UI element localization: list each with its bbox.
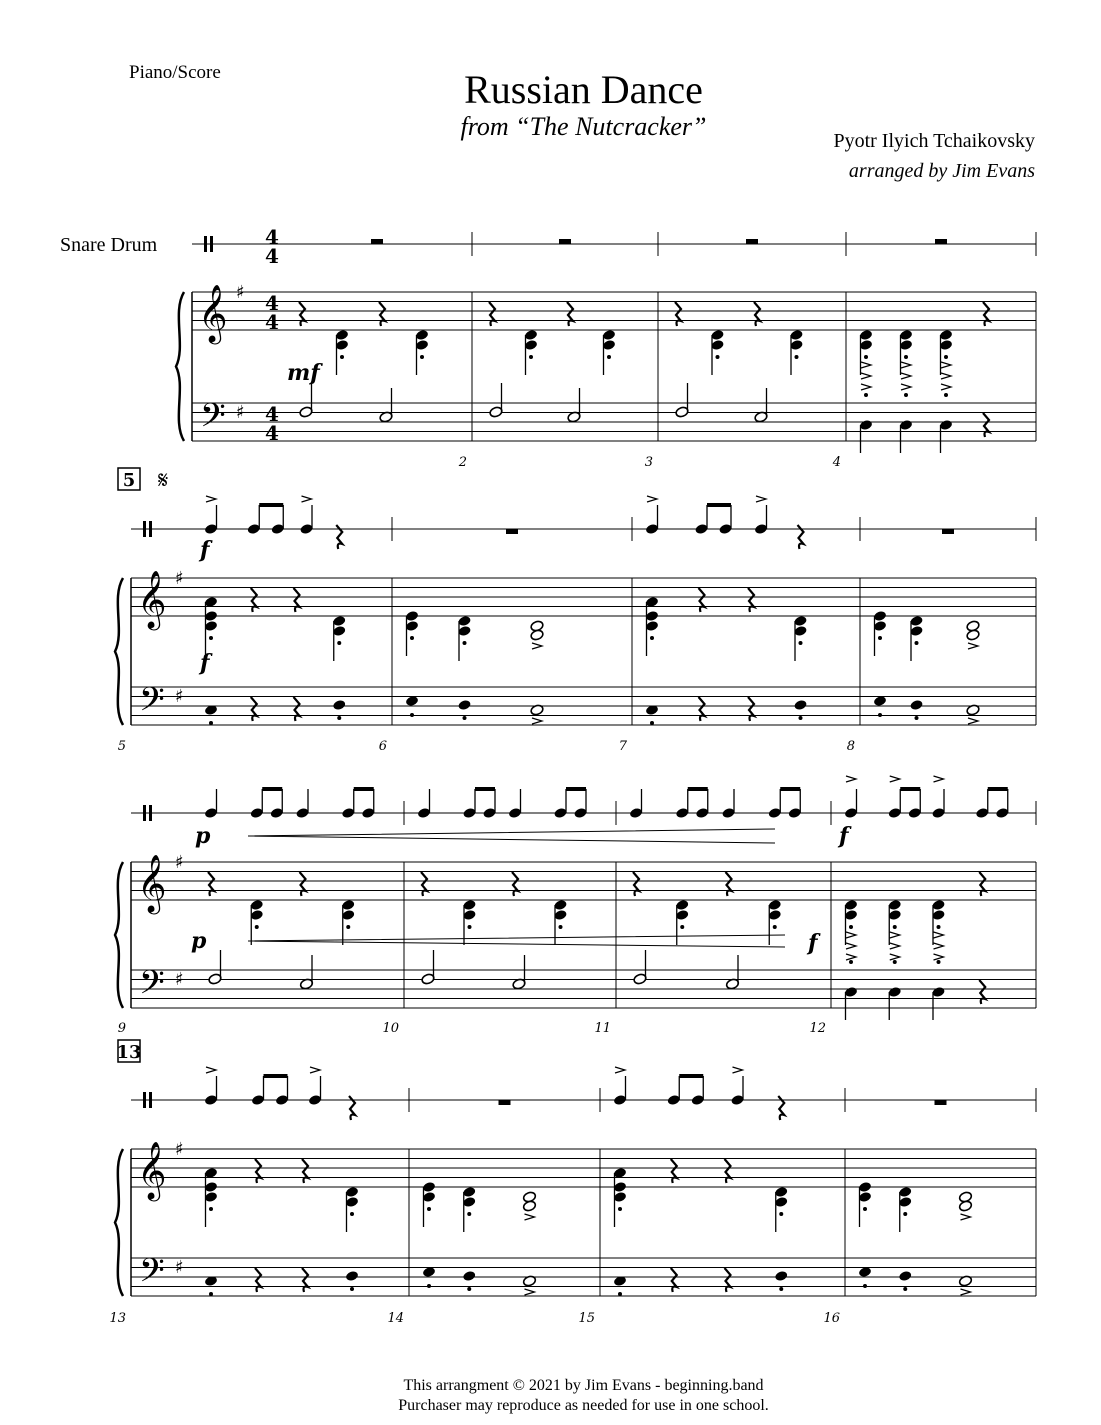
- beam: [264, 1074, 288, 1078]
- staccato-dot: [904, 393, 908, 397]
- accent-mark: [733, 1067, 743, 1073]
- grand-staff-brace: [176, 292, 184, 441]
- key-signature-sharp: ♯: [175, 969, 184, 990]
- staccato-dot: [650, 636, 654, 640]
- staccato-dot: [903, 1287, 907, 1291]
- notehead: [462, 1270, 476, 1282]
- beam: [688, 787, 708, 791]
- beam: [262, 787, 282, 791]
- quarter-rest: [300, 872, 306, 896]
- accent-mark: [615, 1067, 625, 1073]
- accent-mark: [310, 1067, 320, 1073]
- quarter-rest: [379, 302, 385, 326]
- segno-sign: 𝄋: [158, 466, 169, 494]
- accent-mark: [861, 362, 871, 368]
- percussion-clef: [143, 805, 146, 821]
- system-4: [109, 1067, 1036, 1326]
- accent-mark: [961, 1289, 971, 1295]
- part-label: Piano/Score: [129, 62, 221, 83]
- accent-mark: [532, 643, 542, 649]
- time-signature-bottom: 4: [265, 244, 279, 268]
- staccato-dot: [779, 1287, 783, 1291]
- measure-number: 7: [618, 739, 627, 754]
- accent-mark: [532, 718, 542, 724]
- system-3: [115, 776, 1036, 1036]
- staccato-dot: [618, 1292, 622, 1296]
- time-signature-bottom: 4: [265, 421, 279, 445]
- accent-mark: [968, 643, 978, 649]
- quarter-rest: [748, 588, 754, 612]
- accent-mark: [968, 718, 978, 724]
- measure-number: 16: [823, 1311, 840, 1326]
- quarter-rest: [671, 1268, 677, 1292]
- percussion-clef: [204, 236, 207, 252]
- notehead: [966, 629, 980, 641]
- bass-clef: 𝄢: [200, 397, 226, 443]
- whole-rest: [499, 1100, 511, 1105]
- staccato-dot: [209, 721, 213, 725]
- measure-number: 10: [382, 1021, 399, 1036]
- measure-number: 8: [846, 739, 855, 754]
- staccato-dot: [337, 716, 341, 720]
- grand-staff-brace: [115, 578, 123, 725]
- dynamic-system2_drum: f: [200, 537, 210, 563]
- staccato-dot: [255, 925, 259, 929]
- staccato-dot: [716, 355, 720, 359]
- treble-clef: 𝄞: [198, 284, 228, 342]
- accent-mark: [846, 776, 856, 782]
- staccato-dot: [944, 355, 948, 359]
- measure-number: 13: [109, 1311, 126, 1326]
- notehead: [522, 1200, 536, 1212]
- bass-clef: 𝄢: [139, 1252, 165, 1298]
- staccato-dot: [903, 1212, 907, 1216]
- notehead: [909, 699, 923, 711]
- composer-credit: Pyotr Ilyich Tchaikovsky: [833, 130, 1035, 152]
- treble-clef: 𝄞: [137, 1141, 167, 1199]
- beam: [475, 787, 495, 791]
- staccato-dot: [607, 355, 611, 359]
- time-signature-bottom: 4: [265, 310, 279, 334]
- staccato-dot: [893, 960, 897, 964]
- percussion-clef: [143, 1092, 146, 1108]
- dynamic-system3_piano_end: f: [808, 930, 818, 956]
- staccato-dot: [346, 925, 350, 929]
- accent-mark: [941, 362, 951, 368]
- staccato-dot: [795, 355, 799, 359]
- staccato-dot: [773, 925, 777, 929]
- staccato-dot: [680, 925, 684, 929]
- quarter-rest: [255, 1159, 261, 1183]
- key-signature-sharp: ♯: [236, 402, 245, 423]
- dynamic-system3_drum_start: p: [195, 823, 211, 849]
- staccato-dot: [915, 641, 919, 645]
- time-signature-top: 4: [265, 402, 279, 426]
- instrument-label-snare-drum: Snare Drum: [60, 234, 158, 256]
- staccato-dot: [350, 1212, 354, 1216]
- rehearsal-number: 13: [116, 1042, 142, 1063]
- quarter-rest: [979, 872, 985, 896]
- accent-mark: [846, 932, 856, 938]
- beam: [988, 787, 1008, 791]
- measure-number: 4: [832, 455, 841, 470]
- staccato-dot: [463, 716, 467, 720]
- staccato-dot: [863, 1207, 867, 1211]
- notehead: [774, 1270, 788, 1282]
- accent-mark: [901, 373, 911, 379]
- staccato-dot: [650, 721, 654, 725]
- accent-mark: [206, 1067, 216, 1073]
- quarter-rest: [725, 1159, 731, 1183]
- dynamic-system3_drum_end: f: [839, 823, 849, 849]
- accent-mark: [934, 943, 944, 949]
- staccato-dot: [863, 1284, 867, 1288]
- staccato-dot: [337, 641, 341, 645]
- copyright-line-2: Purchaser may reproduce as needed for use in one school.: [398, 1397, 769, 1414]
- quarter-rest: [699, 697, 705, 721]
- arranger-credit: arranged by Jim Evans: [848, 160, 1035, 182]
- beam: [679, 1074, 703, 1078]
- accent-mark: [934, 954, 944, 960]
- staccato-dot: [209, 636, 213, 640]
- accent-mark: [941, 384, 951, 390]
- crescendo-hairpin-drum: [248, 829, 775, 843]
- measure-number: 12: [809, 1021, 826, 1036]
- quarter-rest: [251, 588, 257, 612]
- measure-number: 15: [578, 1311, 595, 1326]
- quarter-rest: [979, 980, 985, 1004]
- accent-mark: [525, 1214, 535, 1220]
- accent-mark: [890, 954, 900, 960]
- measure-number: 6: [378, 739, 387, 754]
- quarter-rest: [299, 302, 305, 326]
- accent-mark: [756, 496, 766, 502]
- dynamic-system2_piano: f: [200, 650, 210, 676]
- accent-mark: [890, 776, 900, 782]
- quarter-rest: [255, 1268, 261, 1292]
- staccato-dot: [937, 925, 941, 929]
- beam: [259, 503, 283, 507]
- staccato-dot: [340, 355, 344, 359]
- staccato-dot: [410, 713, 414, 717]
- staccato-dot: [427, 1207, 431, 1211]
- accent-mark: [890, 932, 900, 938]
- whole-rest: [746, 239, 758, 244]
- notehead: [332, 699, 346, 711]
- staccato-dot: [799, 716, 803, 720]
- whole-rest: [506, 529, 518, 534]
- whole-rest: [935, 1100, 947, 1105]
- dynamic-system1: mf: [287, 360, 320, 386]
- staccato-dot: [878, 636, 882, 640]
- whole-rest: [371, 239, 383, 244]
- staccato-dot: [350, 1287, 354, 1291]
- quarter-rest: [671, 1159, 677, 1183]
- beam: [566, 787, 586, 791]
- quarter-rest: [302, 1159, 308, 1183]
- staccato-dot: [420, 355, 424, 359]
- whole-rest: [942, 529, 954, 534]
- rehearsal-mark-13: [116, 1040, 141, 1063]
- grand-staff-brace: [115, 1149, 123, 1296]
- staccato-dot: [468, 925, 472, 929]
- measure-number: 5: [117, 739, 126, 754]
- system-1: [176, 225, 1036, 470]
- time-signature-top: 4: [265, 291, 279, 315]
- crescendo-hairpin-piano: [248, 935, 785, 947]
- staccato-dot: [467, 1287, 471, 1291]
- percussion-clef: [149, 521, 152, 537]
- staccato-dot: [878, 713, 882, 717]
- quarter-rest: [208, 872, 214, 896]
- staccato-dot: [799, 641, 803, 645]
- system-2: [115, 496, 1036, 754]
- staccato-dot: [864, 393, 868, 397]
- quarter-rest: [633, 872, 639, 896]
- measure-number: 11: [594, 1021, 611, 1036]
- accent-mark: [901, 362, 911, 368]
- staccato-dot: [559, 925, 563, 929]
- quarter-rest: [983, 413, 989, 437]
- dynamic-system3_piano_start: p: [191, 928, 207, 954]
- score-title: Russian Dance: [464, 67, 703, 112]
- rehearsal-mark-5: [118, 468, 140, 491]
- accent-mark: [525, 1289, 535, 1295]
- staccato-dot: [915, 716, 919, 720]
- quarter-rest: [726, 872, 732, 896]
- staccato-dot: [410, 636, 414, 640]
- key-signature-sharp: ♯: [175, 568, 184, 589]
- whole-rest: [935, 239, 947, 244]
- copyright-line-1: This arrangment © 2021 by Jim Evans - beginning.band: [403, 1377, 764, 1394]
- quarter-rest: [294, 697, 300, 721]
- staccato-dot: [944, 393, 948, 397]
- accent-mark: [846, 943, 856, 949]
- quarter-rest: [294, 588, 300, 612]
- quarter-rest: [251, 697, 257, 721]
- whole-rest: [559, 239, 571, 244]
- notehead: [530, 629, 544, 641]
- percussion-clef: [149, 1092, 152, 1108]
- key-signature-sharp: ♯: [236, 282, 245, 303]
- staccato-dot: [209, 1207, 213, 1211]
- time-signature-top: 4: [265, 225, 279, 249]
- key-signature-sharp: ♯: [175, 686, 184, 707]
- percussion-clef: [143, 521, 146, 537]
- accent-mark: [934, 776, 944, 782]
- staccato-dot: [618, 1207, 622, 1211]
- percussion-clef: [149, 805, 152, 821]
- accent-mark: [302, 496, 312, 502]
- staccato-dot: [849, 960, 853, 964]
- accent-mark: [846, 954, 856, 960]
- bass-clef: 𝄢: [139, 964, 165, 1010]
- measure-number: 9: [117, 1021, 126, 1036]
- notehead: [958, 1200, 972, 1212]
- accent-mark: [861, 373, 871, 379]
- rehearsal-number: 5: [122, 470, 136, 491]
- accent-mark: [890, 943, 900, 949]
- key-signature-sharp: ♯: [175, 852, 184, 873]
- notehead: [898, 1270, 912, 1282]
- measure-number: 3: [644, 455, 653, 470]
- notehead: [457, 699, 471, 711]
- staccato-dot: [779, 1212, 783, 1216]
- staccato-dot: [864, 355, 868, 359]
- accent-mark: [901, 384, 911, 390]
- beam: [900, 787, 920, 791]
- grand-staff-brace: [115, 862, 123, 1008]
- accent-mark: [861, 384, 871, 390]
- treble-clef: 𝄞: [137, 854, 167, 912]
- percussion-clef: [210, 236, 213, 252]
- staccato-dot: [427, 1284, 431, 1288]
- quarter-rest: [725, 1268, 731, 1292]
- staccato-dot: [937, 960, 941, 964]
- quarter-rest: [675, 302, 681, 326]
- staccato-dot: [467, 1212, 471, 1216]
- key-signature-sharp: ♯: [175, 1139, 184, 1160]
- quarter-rest: [748, 697, 754, 721]
- beam: [707, 503, 731, 507]
- key-signature-sharp: ♯: [175, 1257, 184, 1278]
- quarter-rest: [302, 1268, 308, 1292]
- quarter-rest: [983, 302, 989, 326]
- accent-mark: [206, 496, 216, 502]
- notehead: [793, 699, 807, 711]
- treble-clef: 𝄞: [137, 570, 167, 628]
- quarter-rest: [567, 302, 573, 326]
- beam: [354, 787, 374, 791]
- quarter-rest: [754, 302, 760, 326]
- score-subtitle: from “The Nutcracker”: [460, 112, 707, 141]
- staccato-dot: [893, 925, 897, 929]
- staccato-dot: [904, 355, 908, 359]
- staccato-dot: [849, 925, 853, 929]
- accent-mark: [647, 496, 657, 502]
- accent-mark: [961, 1214, 971, 1220]
- quarter-rest: [489, 302, 495, 326]
- staccato-dot: [209, 1292, 213, 1296]
- accent-mark: [941, 373, 951, 379]
- staccato-dot: [463, 641, 467, 645]
- measure-number: 2: [458, 455, 467, 470]
- staccato-dot: [529, 355, 533, 359]
- beam: [780, 787, 800, 791]
- quarter-rest: [421, 872, 427, 896]
- measure-number: 14: [387, 1311, 404, 1326]
- quarter-rest: [699, 588, 705, 612]
- accent-mark: [934, 932, 944, 938]
- bass-clef: 𝄢: [139, 681, 165, 727]
- quarter-rest: [512, 872, 518, 896]
- notehead: [345, 1270, 359, 1282]
